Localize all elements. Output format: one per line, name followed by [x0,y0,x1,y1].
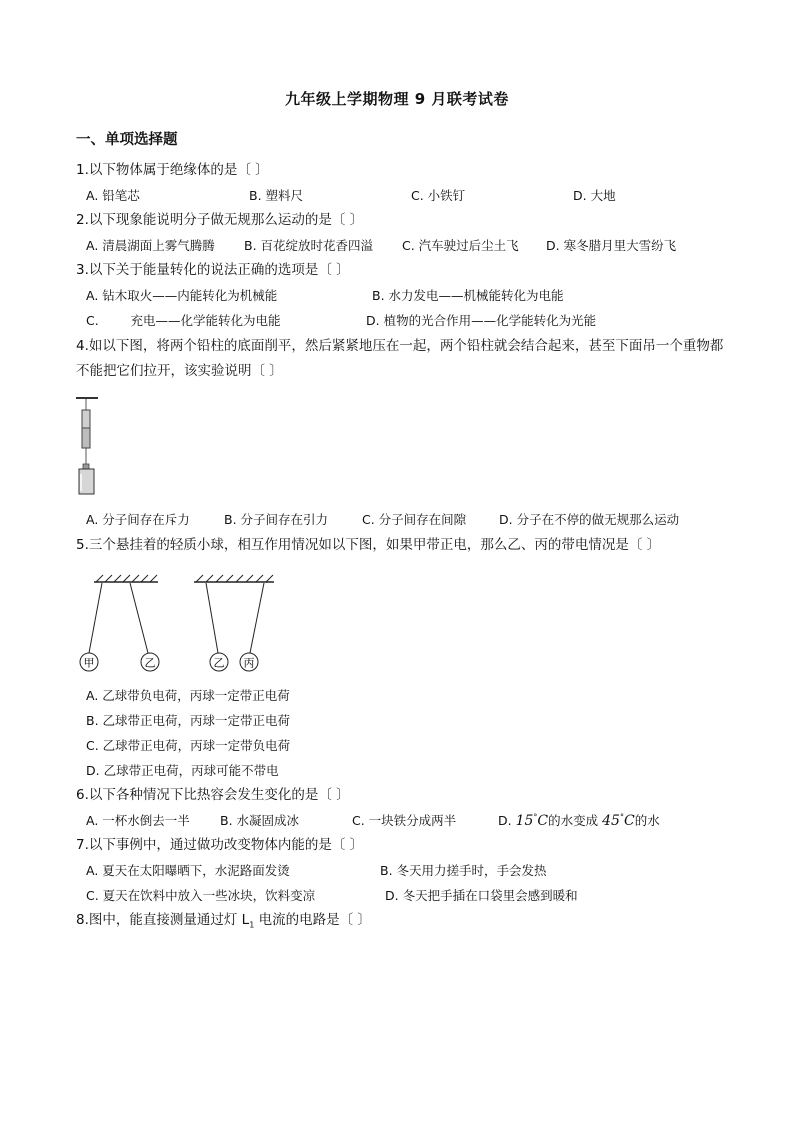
question-1-stem: 1.以下物体属于绝缘体的是〔 〕 [76,162,269,178]
q7-option-b[interactable]: B. 冬天用力搓手时，手会发热 [380,863,547,878]
q3-option-b[interactable]: B. 水力发电——机械能转化为电能 [372,288,564,303]
q4-option-a[interactable]: A. 分子间存在斥力 [86,512,190,527]
q6-option-d-middle: 的水变成 [548,813,599,828]
q5-option-d[interactable]: D. 乙球带正电荷，丙球可能不带电 [86,763,279,778]
q5-option-c[interactable]: C. 乙球带正电荷，丙球一定带负电荷 [86,738,291,753]
q1-option-c[interactable]: C. 小铁钉 [411,188,466,203]
q1-option-b[interactable]: B. 塑料尺 [249,188,304,203]
ball-yi-label-left: 乙 [144,656,156,670]
q6-option-d-label: D. [498,813,512,828]
charged-balls-figure [78,572,278,676]
question-6-stem: 6.以下各种情况下比热容会发生变化的是〔 〕 [76,787,350,803]
temp-15: 15°C [515,812,549,829]
q7-option-a[interactable]: A. 夏天在太阳曝晒下，水泥路面发烫 [86,863,290,878]
question-3-stem: 3.以下关于能量转化的说法正确的选项是〔 〕 [76,262,350,278]
lead-cylinders-figure [74,394,104,498]
question-4-stem: 4.如以下图，将两个铅柱的底面削平，然后紧紧地压在一起，两个铅柱就会结合起来，甚至下面吊一个重物都不能把它们拉开，该实验说明〔 〕 [76,338,724,379]
question-8-stem: 8.图中，能直接测量通过灯 $L_1$ 电流的电路是〔 〕 [76,912,371,930]
q2-option-a[interactable]: A. 清晨湖面上雾气腾腾 [86,238,215,253]
question-5-stem: 5.三个悬挂着的轻质小球，相互作用情况如以下图，如果甲带正电，那么乙、丙的带电情况是〔 〕 [76,537,661,553]
question-2-stem: 2.以下现象能说明分子做无规那么运动的是〔 〕 [76,212,364,228]
q1-option-d[interactable]: D. 大地 [573,188,616,203]
q2-option-c[interactable]: C. 汽车驶过后尘土飞 [402,238,519,253]
q7-option-d[interactable]: D. 冬天把手插在口袋里会感到暖和 [385,888,578,903]
q6-option-a[interactable]: A. 一杯水倒去一半 [86,813,190,828]
q4-option-b[interactable]: B. 分子间存在引力 [224,512,329,527]
q6-option-d[interactable] [498,811,660,829]
q4-option-c[interactable]: C. 分子间存在间隙 [362,512,467,527]
exam-title: 九年级上学期物理 9 月联考试卷 [285,90,509,108]
q6-option-b[interactable]: B. 水凝固成冰 [220,813,300,828]
q5-option-b[interactable]: B. 乙球带正电荷，丙球一定带正电荷 [86,713,291,728]
q6-option-d-end: 的水 [634,813,660,828]
q3-option-d[interactable]: D. 植物的光合作用——化学能转化为光能 [366,313,597,328]
q4-option-d[interactable]: D. 分子在不停的做无规那么运动 [499,512,680,527]
q3-option-c[interactable]: C. 充电——化学能转化为电能 [86,313,281,328]
ball-jia-label: 甲 [83,656,95,670]
question-7-stem: 7.以下事例中，通过做功改变物体内能的是〔 〕 [76,837,364,853]
section-heading: 一、单项选择题 [76,132,178,148]
q6-option-c[interactable]: C. 一块铁分成两半 [352,813,457,828]
q3-option-a[interactable]: A. 钻木取火——内能转化为机械能 [86,288,278,303]
q7-option-c[interactable]: C. 夏天在饮料中放入一些冰块，饮料变凉 [86,888,316,903]
ball-yi-label-right: 乙 [213,656,225,670]
temp-45: 45°C [602,812,635,829]
q2-option-d[interactable]: D. 寒冬腊月里大雪纷飞 [546,238,677,253]
ball-bing-label: 丙 [243,656,255,670]
q1-option-a[interactable]: A. 铅笔芯 [86,188,140,203]
q2-option-b[interactable]: B. 百花绽放时花香四溢 [244,238,374,253]
q5-option-a[interactable]: A. 乙球带负电荷，丙球一定带正电荷 [86,688,290,703]
